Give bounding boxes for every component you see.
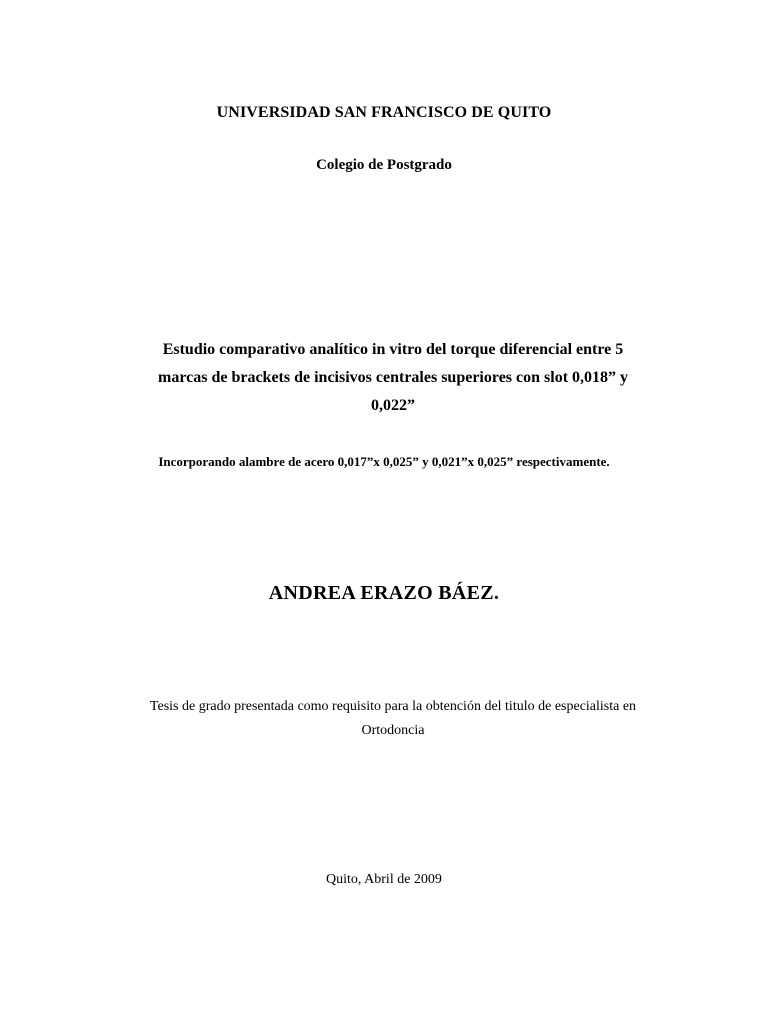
thesis-note-line: Tesis de grado presentada como requisito para la obtención del titulo de especialista en (149, 699, 637, 714)
thesis-title-line: marcas de brackets de incisivos centrales superiores con slot 0,018” y (157, 369, 629, 386)
thesis-requirement-note (100, 695, 686, 743)
thesis-title-line: 0,022” (371, 397, 415, 414)
thesis-note-line: Ortodoncia (361, 723, 425, 738)
place-and-date: Quito, Abril de 2009 (326, 872, 442, 887)
college-name: Colegio de Postgrado (316, 157, 452, 173)
thesis-subtitle: Incorporando alambre de acero 0,017”x 0,025” y 0,021”x 0,025” respectivamente. (158, 454, 610, 469)
author-name: ANDREA ERAZO BÁEZ. (268, 582, 500, 604)
university-name: UNIVERSIDAD SAN FRANCISCO DE QUITO (216, 104, 552, 121)
thesis-title-line: Estudio comparativo analítico in vitro del torque diferencial entre 5 (162, 341, 624, 358)
thesis-title (110, 336, 676, 420)
